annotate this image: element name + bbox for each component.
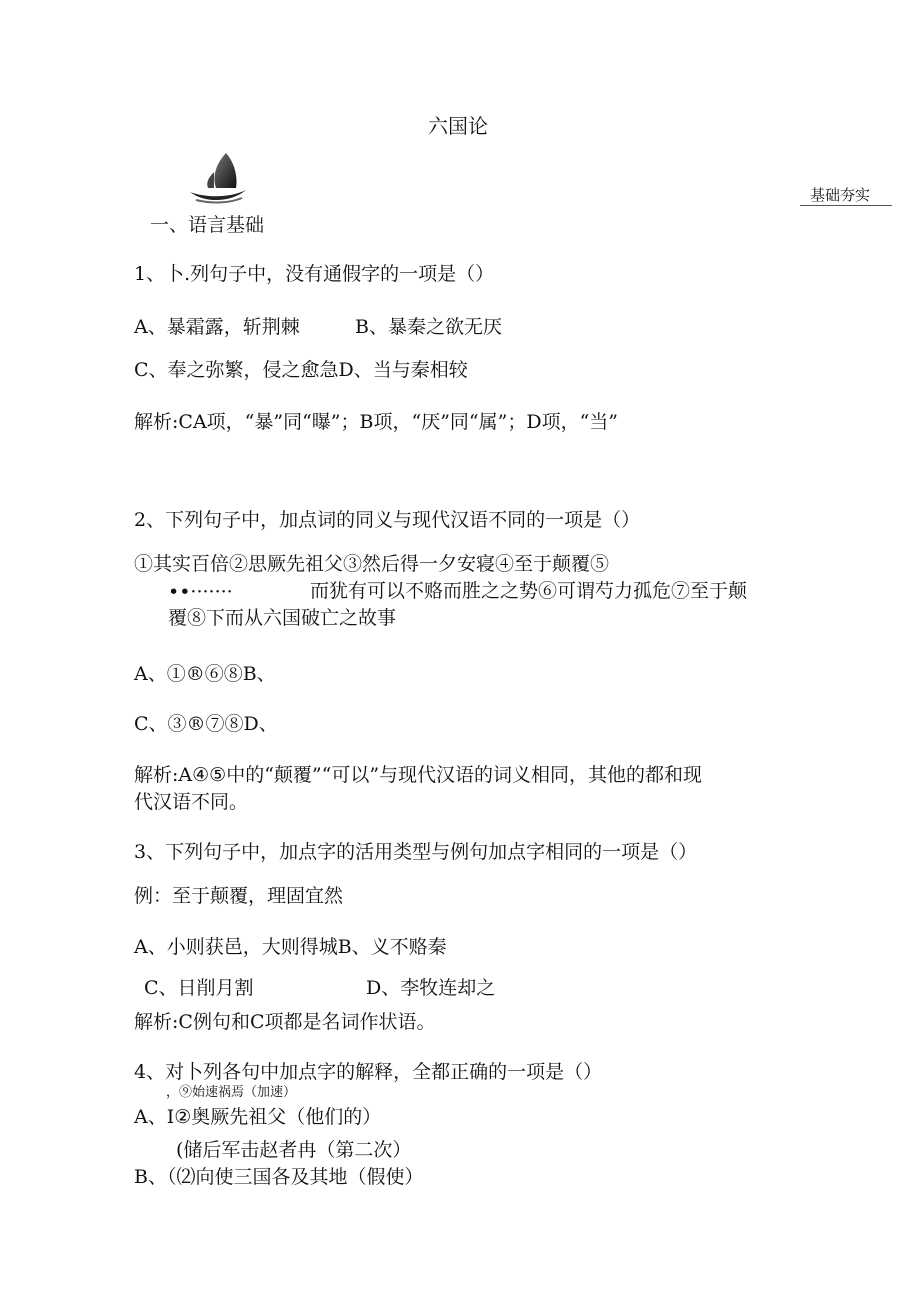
q3-stem: 3、下列句子中，加点字的活用类型与例句加点字相同的一项是（） (134, 841, 698, 863)
section-tag: 基础夯实 (810, 186, 871, 204)
q1-analysis: 解析:CA项，“暴”同“曝”；B项，“厌”同“属”；D项，“当” (134, 411, 618, 433)
sailboat-logo-icon (186, 150, 250, 206)
q3-option-c: C、日削月割 (144, 977, 254, 999)
q4-note: ，⑨始速祸焉（加速） (166, 1085, 297, 1100)
q2-line2: 而犹有可以不赂而胜之之势⑥可谓芍力孤危⑦至于颠 (310, 580, 748, 602)
q1-option-a: A、暴霜露，斩荆棘 (134, 316, 300, 338)
q2-stem: 2、下列句子中，加点词的同义与现代汉语不同的一项是（） (134, 509, 641, 531)
q2-analysis-1: 解析:A④⑤中的“颠覆”“可以”与现代汉语的词义相同，其他的都和现 (134, 764, 703, 786)
q1-stem: 1、卜.列句子中，没有通假字的一项是（） (134, 263, 495, 285)
q3-analysis: 解析:C例句和C项都是名词作状语。 (134, 1011, 436, 1033)
page-title: 六国论 (428, 114, 488, 138)
q2-analysis-2: 代汉语不同。 (134, 791, 249, 813)
q4-stem: 4、对卜列各句中加点字的解释，全都正确的一项是（） (134, 1061, 603, 1083)
q1-option-b: B、暴秦之欲无厌 (355, 316, 502, 338)
q2-option-cd: C、③®⑦⑧D、 (134, 713, 278, 735)
section-heading: 一、语言基础 (150, 214, 265, 236)
q2-emphasis-dots: ••······· (168, 581, 233, 603)
q4-option-b: B、（⑵向使三国各及其地（假使） (134, 1166, 424, 1188)
q2-option-ab: A、①®⑥⑧B、 (134, 663, 276, 685)
q3-option-d: D、李牧连却之 (366, 977, 496, 999)
q4-option-a-1: A、I②奥厥先祖父（他们的） (134, 1106, 382, 1128)
q2-line3: 覆⑧下而从六国破亡之故事 (168, 607, 397, 629)
tag-underline (800, 205, 892, 206)
q2-line1: ①其实百倍②思厥先祖父③然后得一夕安寝④至于颠覆⑤ (134, 553, 610, 575)
q3-example: 例：至于颠覆，理固宜然 (134, 885, 344, 907)
q4-option-a-2: (储后军击赵者冉（第二次） (176, 1139, 412, 1161)
q3-option-ab: A、小则获邑，大则得城B、义不赂秦 (134, 936, 447, 958)
q1-option-cd: C、奉之弥繁，侵之愈急D、当与秦相较 (134, 359, 468, 381)
